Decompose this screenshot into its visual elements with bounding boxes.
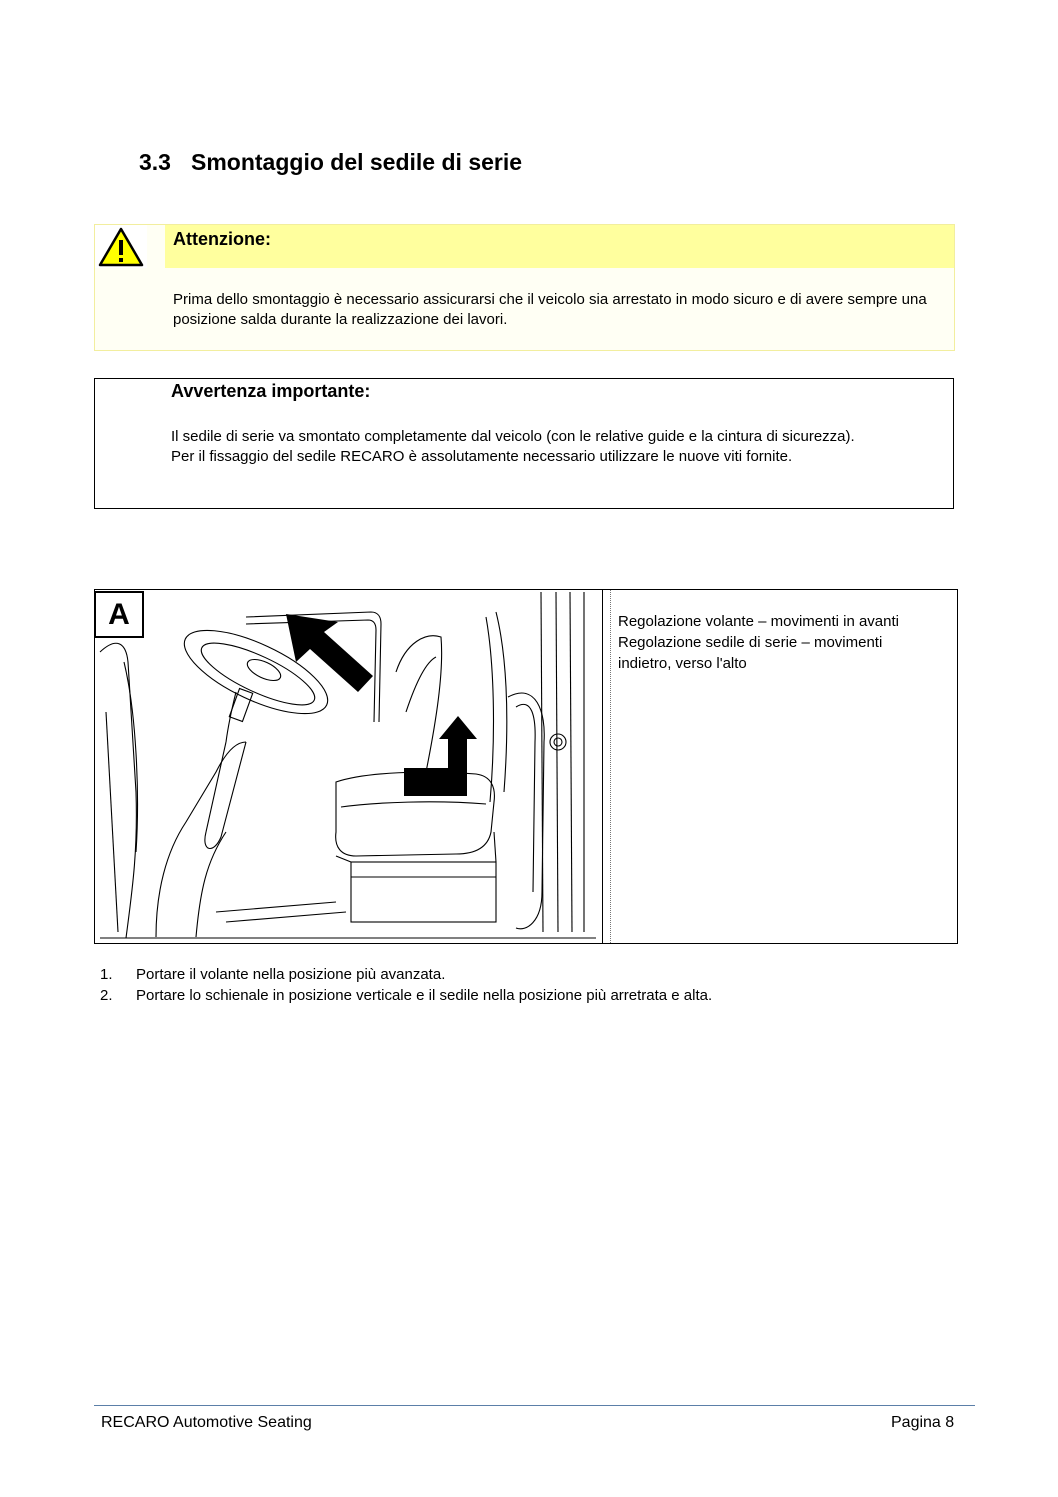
figure-caption bbox=[618, 611, 954, 674]
step-number: 2. bbox=[100, 987, 113, 1004]
page-number: Pagina 8 bbox=[891, 1414, 955, 1431]
figure-label: A bbox=[94, 591, 144, 638]
section-title: Smontaggio del sedile di serie bbox=[191, 149, 523, 175]
arrow-seat-up bbox=[404, 716, 477, 796]
note-title: Avvertenza importante: bbox=[171, 381, 371, 401]
figure-column-divider bbox=[610, 590, 611, 943]
arrow-steering-forward bbox=[286, 614, 373, 692]
step-text: Portare lo schienale in posizione verticale e il sedile nella posizione più arretrata e alta. bbox=[136, 987, 713, 1004]
caption-line: Regolazione volante – movimenti in avanti bbox=[618, 613, 899, 630]
warning-title: Attenzione: bbox=[173, 229, 271, 249]
list-item bbox=[100, 964, 712, 985]
section-number: 3.3 bbox=[139, 149, 171, 175]
list-item bbox=[100, 985, 712, 1006]
step-text: Portare il volante nella posizione più avanzata. bbox=[136, 966, 446, 983]
section-heading bbox=[139, 149, 522, 176]
warning-triangle-icon bbox=[95, 225, 147, 268]
steps-list bbox=[100, 964, 712, 1006]
note-text bbox=[171, 427, 941, 467]
note-paragraph: Per il fissaggio del sedile RECARO è assolutamente necessario utilizzare le nuove viti fornite. bbox=[171, 448, 793, 465]
warning-icon-cell bbox=[95, 225, 147, 268]
warning-text: Prima dello smontaggio è necessario assicurarsi che il veicolo sia arrestato in modo sicuro e di avere sempre una posizione salda durante la realizzazione dei lavori. bbox=[173, 291, 927, 328]
figure-column-divider bbox=[602, 590, 603, 943]
footer-company: RECARO Automotive Seating bbox=[101, 1414, 312, 1431]
warning-header bbox=[165, 225, 954, 268]
step-number: 1. bbox=[100, 966, 113, 983]
note-paragraph: Il sedile di serie va smontato completamente dal veicolo (con le relative guide e la cintura di sicurezza). bbox=[171, 428, 855, 445]
seat-adjustment-illustration bbox=[96, 592, 601, 942]
caption-line: indietro, verso l'alto bbox=[618, 655, 747, 672]
footer-divider bbox=[94, 1405, 975, 1406]
caption-line: Regolazione sedile di serie – movimenti bbox=[618, 634, 883, 651]
